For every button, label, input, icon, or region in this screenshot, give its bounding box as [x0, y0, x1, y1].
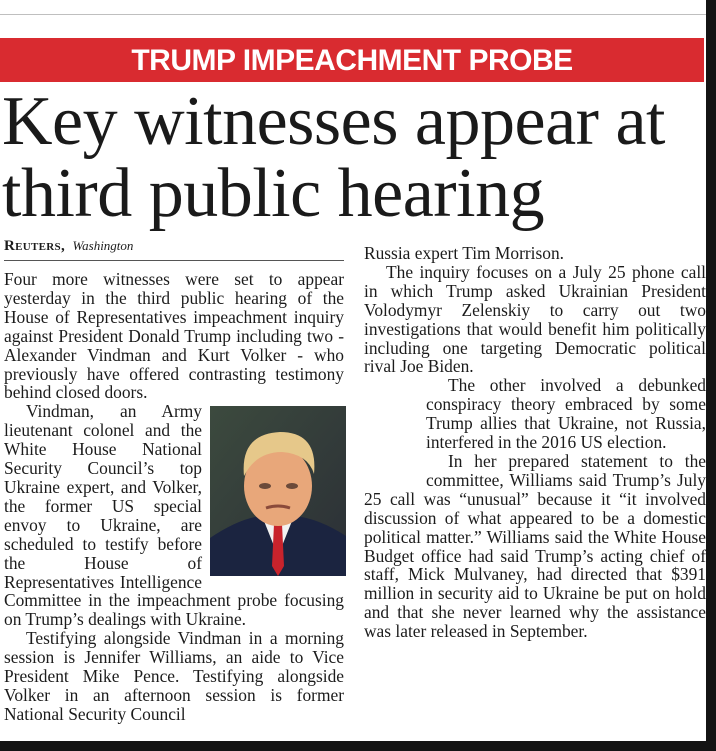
byline-source: Reuters,: [4, 238, 65, 254]
photo-wrap-spacer: [364, 376, 426, 480]
paragraph: Russia expert Tim Morrison.: [364, 243, 565, 263]
paragraph: Vindman, an Army lieutenant colonel and the White House National Security Council’s top Ukraine expert, and Volker, the former US special envoy to Ukraine, are scheduled to testify before the House of Representatives Intelligence Committee in the impeachment probe focusing on Trump’s dealings with Ukraine.: [4, 401, 344, 630]
paragraph: The inquiry focuses on a July 25 phone call in which Trump asked Ukrainian President Volodymyr Zelenskiy to carry out two investigations that would benefit him politically including one targeting Democratic political rival Joe Biden.: [364, 261, 706, 377]
portrait-illustration: [210, 406, 346, 576]
section-kicker: TRUMP IMPEACHMENT PROBE: [0, 38, 704, 82]
byline-location: Washington: [72, 238, 134, 253]
page-edge-right: [706, 0, 716, 751]
trump-photo: [210, 406, 346, 576]
article-column-2: [364, 244, 706, 641]
paragraph: Four more witnesses were set to appear yesterday in the third public hearing of the House of Representatives impeachment inquiry against President Donald Trump including two - Alexander Vindman and Kurt Volker - who previously have offered contrasting testimony behind closed doors.: [4, 269, 344, 403]
paragraph: In her prepared statement to the committee, Williams said Trump’s July 25 call was “unusual” because it “it involved discussion of what appeared to be a domestic political matter.” Williams said the White House Budget office had said Trump’s acting chief of staff, Mick Mulvaney, had directed that $391 million in security aid to Ukraine be put on hold and that she never learned why the assistance was later released in September.: [364, 450, 706, 642]
paragraph: Testifying alongside Vindman in a morning session is Jennifer Williams, an aide to Vice President Mike Pence. Testifying alongside Volker in an afternoon session is former National Security Council: [4, 628, 344, 724]
top-rule: [0, 14, 706, 15]
headline: Key witnesses appear at third public hearing: [2, 83, 665, 232]
paragraph: The other involved a debunked conspiracy theory embraced by some Trump allies that Ukraine, not Russia, interfered in the 2016 US election.: [426, 375, 706, 453]
byline: [4, 238, 344, 261]
page-edge-bottom: [0, 741, 716, 751]
article-column-1: [4, 270, 344, 724]
